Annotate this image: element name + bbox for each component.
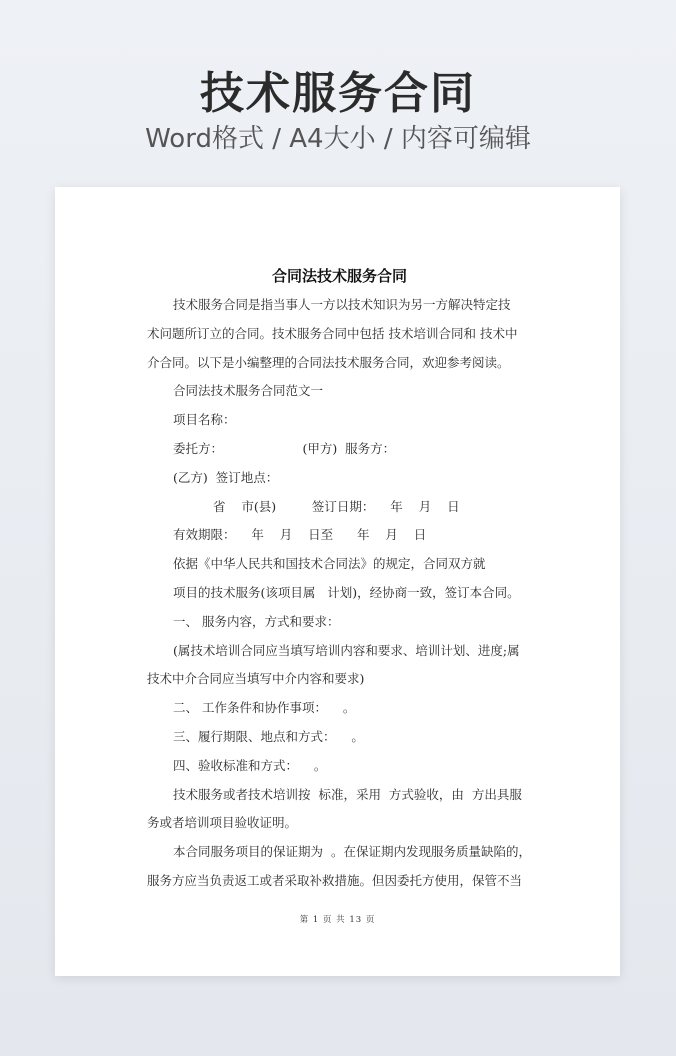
paragraph-line: 技术中介合同应当填写中介内容和要求) xyxy=(147,671,365,687)
paragraph-line: 有效期限： 年 月 日至 年 月 日 xyxy=(173,527,427,543)
paragraph-line: 务或者培训项目验收证明。 xyxy=(147,815,298,831)
paragraph-line: 一、 服务内容，方式和要求： xyxy=(173,613,340,629)
paragraph-line: 介合同。以下是小编整理的合同法技术服务合同，欢迎参考阅读。 xyxy=(147,354,510,370)
paragraph-line: 技术服务合同是指当事人一方以技术知识为另一方解决特定技 xyxy=(173,297,511,312)
paragraph-line: 服务方应当负责返工或者采取补救措施。但因委托方使用，保管不当 xyxy=(147,872,523,888)
paragraph-line: 项目的技术服务(该项目属 计划)，经协商一致，签订本合同。 xyxy=(173,584,520,600)
page-number: 第 1 页 共 13 页 xyxy=(299,915,376,925)
banner-subtitle: Word格式 / A4大小 / 内容可编辑 xyxy=(145,124,531,154)
paragraph-line: (乙方) 签订地点： xyxy=(173,469,279,485)
paragraph-line: 项目名称： xyxy=(173,412,236,428)
paragraph-line: 依据《中华人民共和国技术合同法》的规定，合同双方就 xyxy=(173,556,486,572)
paragraph-line: 三、履行期限、地点和方式： 。 xyxy=(173,728,364,744)
paragraph-line: 本合同服务项目的保证期为 。在保证期内发现服务质量缺陷的， xyxy=(173,844,531,860)
document-page xyxy=(55,187,620,976)
paragraph-line: 省 市(县) 签订日期： 年 月 日 xyxy=(213,498,460,514)
paragraph-line: 委托方： (甲方) 服务方： xyxy=(173,440,396,456)
document-title: 合同法技术服务合同 xyxy=(271,267,407,285)
paragraph-line: 二、 工作条件和协作事项： 。 xyxy=(173,700,356,716)
document-body xyxy=(147,265,532,896)
paragraph-line: (属技术培训合同应当填写培训内容和要求、培训计划、进度;属 xyxy=(173,642,520,658)
paragraph-line: 合同法技术服务合同范文一 xyxy=(173,383,324,399)
paragraph-line: 四、验收标准和方式： 。 xyxy=(173,757,327,773)
document-text xyxy=(147,291,532,896)
paragraph-line: 术问题所订立的合同。技术服务合同中包括 技术培训合同和 技术中 xyxy=(147,325,518,341)
paragraph-line: 技术服务或者技术培训按 标准，采用 方式验收，由 方出具服 xyxy=(173,786,522,802)
banner-title: 技术服务合同 xyxy=(200,68,476,119)
